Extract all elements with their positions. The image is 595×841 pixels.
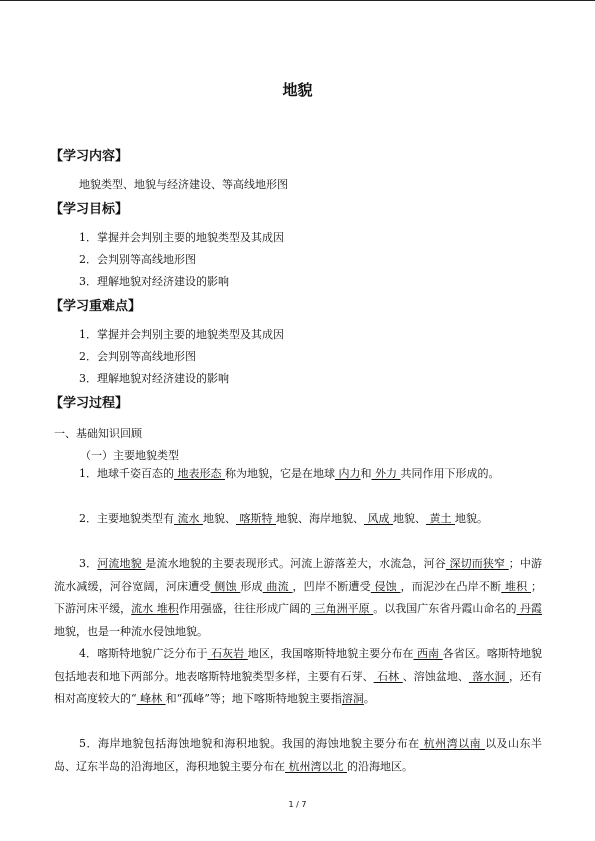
answer-blank: 地表形态	[174, 467, 225, 480]
page-title: 地貌	[282, 81, 313, 99]
section-heading-process: 【学习过程】	[50, 396, 129, 411]
answer-blank: 内力	[335, 467, 361, 480]
section-heading-content: 【学习内容】	[50, 149, 129, 164]
answer-blank: 西南	[413, 647, 443, 660]
page-number: 1 / 7	[288, 800, 307, 809]
answer-blank: 喀斯特	[236, 512, 276, 525]
part-heading: 一、基础知识回顾	[54, 427, 142, 440]
paragraph-3: 3．河流地貌 是流水地貌的主要表现形式。河流上游落差大，水流急，河谷 深切而狭窄 ；中游流水减缓，河谷宽阔，河床遭受 侧蚀 形成 曲流 ，凹岸不断遭受 侵蚀 ，而泥沙在凸岸不断 堆积 ；下游河床平缓，流水 堆积作用强盛，往往形成广阔的 三角洲平原 。以我国广东省丹霞山命名的 丹霞 地貌，也是一种流水侵蚀地貌。	[54, 557, 543, 638]
paragraph-1: 1．地球千姿百态的 地表形态 称为地貌，它是在地球 内力和 外力 共同作用下形成的。	[79, 467, 500, 480]
answer-blank: 杭州湾以南	[419, 737, 486, 750]
subsection-heading: （一）主要地貌类型	[80, 449, 179, 462]
answer-blank: 落水洞	[468, 669, 509, 683]
answer-blank: 峰林	[136, 692, 166, 705]
answer-blank: 石林	[373, 669, 403, 683]
answer-blank: 侧蚀	[210, 579, 241, 593]
answer-blank: 杭州湾以北	[285, 759, 347, 773]
key-item: 2．会判别等高线地形图	[79, 350, 196, 363]
answer-blank: 曲流	[262, 579, 293, 593]
paragraph-5: 5．海岸地貌包括海蚀地貌和海积地貌。我国的海蚀地貌主要分布在 杭州湾以南 以及山东半岛、辽东半岛的沿海地区，海积地貌主要分布在 杭州湾以北 的沿海地区。	[54, 737, 543, 773]
goal-item: 2．会判别等高线地形图	[79, 253, 196, 266]
answer-blank: 石灰岩	[207, 647, 248, 660]
paragraph-2: 2．主要地貌类型有 流水 地貌、 喀斯特 地貌、海岸地貌、 风成 地貌、 黄土 地貌。	[79, 512, 488, 525]
content-text: 地貌类型、地貌与经济建设、等高线地形图	[79, 178, 288, 191]
answer-blank: 侵蚀	[370, 579, 401, 593]
answer-blank: 外力	[371, 467, 401, 480]
answer-blank: 黄土	[426, 512, 455, 525]
answer-blank: 三角洲平原	[311, 602, 374, 615]
paragraph-4: 4．喀斯特地貌广泛分布于 石灰岩 地区，我国喀斯特地貌主要分布在 西南 各省区。喀斯特地貌包括地表和地下两部分。地表喀斯特地貌类型多样，主要有石芽、 石林 、溶蚀盆地、 落水洞 ，还有相对高度较大的“ 峰林 和“孤峰”等；地下喀斯特地貌主要指溶洞。	[54, 647, 543, 705]
answer-blank: 风成	[364, 512, 393, 525]
page-top-border	[0, 0, 595, 1]
answer-blank: 流水	[131, 602, 157, 615]
answer-blank: 溶洞	[341, 692, 364, 705]
answer-blank: 河流地貌	[97, 557, 146, 570]
answer-blank: 深切而狭窄	[445, 557, 509, 570]
key-item: 3．理解地貌对经济建设的影响	[79, 372, 229, 385]
answer-blank: 堆积	[156, 602, 179, 615]
section-heading-goals: 【学习目标】	[50, 202, 129, 217]
goal-item: 1．掌握并会判别主要的地貌类型及其成因	[79, 231, 284, 244]
answer-blank: 流水	[174, 512, 203, 525]
goal-item: 3．理解地貌对经济建设的影响	[79, 275, 229, 288]
section-heading-key-points: 【学习重难点】	[50, 299, 142, 314]
answer-blank: 丹霞	[516, 602, 543, 615]
key-item: 1．掌握并会判别主要的地貌类型及其成因	[79, 328, 284, 341]
answer-blank: 堆积	[501, 579, 531, 593]
